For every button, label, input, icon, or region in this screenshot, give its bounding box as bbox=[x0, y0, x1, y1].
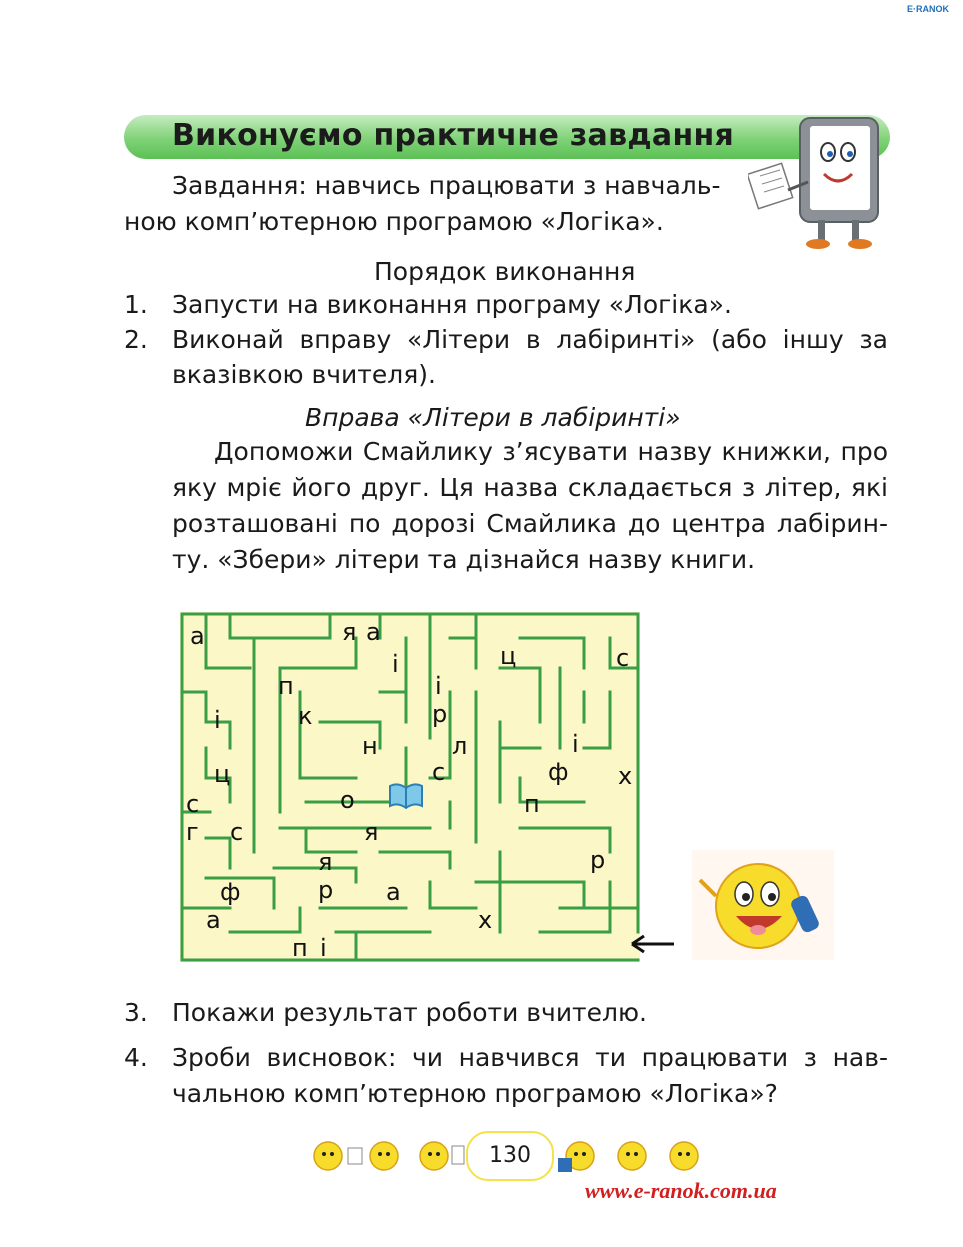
procedure-heading: Порядок виконання bbox=[374, 257, 636, 286]
maze-letter: р bbox=[590, 846, 606, 874]
task-line-2: ною комп’ютерною програмою «Логіка». bbox=[124, 207, 664, 236]
maze-letter: к bbox=[298, 702, 313, 730]
publisher-url[interactable]: www.e-ranok.com.ua bbox=[585, 1178, 777, 1203]
maze-letter: а bbox=[206, 906, 221, 934]
smiley-character-illustration bbox=[692, 850, 834, 960]
step-number: 2. bbox=[124, 325, 148, 354]
maze-letter: ф bbox=[548, 758, 569, 786]
maze-letter: а bbox=[190, 622, 205, 650]
maze-letter: а bbox=[386, 878, 401, 906]
maze-letter: с bbox=[432, 758, 446, 786]
page-number: 130 bbox=[466, 1131, 554, 1181]
maze-letter: а bbox=[366, 618, 381, 646]
maze-letter: я bbox=[318, 848, 333, 876]
step-text: Покажи результат роботи вчителю. bbox=[172, 998, 647, 1027]
maze-letter: п bbox=[278, 672, 294, 700]
maze-letter: і bbox=[572, 730, 579, 758]
section-title: Виконуємо практичне завдання bbox=[172, 118, 735, 153]
step-text: Зроби висновок: чи навчився ти працювати з нав- bbox=[172, 1043, 888, 1072]
maze-letter: ц bbox=[500, 642, 517, 670]
step-text: Запусти на виконання програму «Логіка». bbox=[172, 290, 732, 319]
maze-letter: я bbox=[364, 818, 379, 846]
maze-letter: і bbox=[214, 706, 221, 734]
publisher-logo: E·RANOK bbox=[907, 4, 949, 14]
arrow-left-icon bbox=[628, 932, 678, 956]
maze-letter: с bbox=[616, 644, 630, 672]
step-text: вказівкою вчителя). bbox=[172, 360, 436, 389]
maze-letter: р bbox=[318, 876, 334, 904]
step-text: чальною комп’ютерною програмою «Логіка»? bbox=[172, 1079, 778, 1108]
maze-letter: і bbox=[435, 672, 442, 700]
maze-letter: г bbox=[186, 818, 199, 846]
step-text: Виконай вправу «Літери в лабіринті» (або іншу за bbox=[172, 325, 888, 354]
maze-letter: п bbox=[524, 790, 540, 818]
maze-letter: р bbox=[432, 700, 448, 728]
exercise-line: розташовані по дорозі Смайлика до центра лабірин- bbox=[172, 509, 888, 538]
maze-letter: ф bbox=[220, 878, 241, 906]
maze-letter: і bbox=[392, 650, 399, 678]
maze bbox=[180, 612, 640, 962]
step-number: 3. bbox=[124, 998, 148, 1027]
task-line-1: Завдання: навчись працювати з навчаль- bbox=[172, 171, 721, 200]
footer-smileys-right bbox=[556, 1136, 706, 1176]
maze-letter: п bbox=[292, 934, 308, 962]
maze-letter: і bbox=[320, 934, 327, 962]
exercise-line: ту. «Збери» літери та дізнайся назву книги. bbox=[172, 545, 756, 574]
maze-letter: х bbox=[618, 762, 633, 790]
exercise-title: Вправа «Літери в лабіринті» bbox=[305, 403, 681, 432]
maze-letter: х bbox=[478, 906, 493, 934]
step-number: 1. bbox=[124, 290, 148, 319]
maze-letter: с bbox=[230, 818, 244, 846]
exercise-line: яку мріє його друг. Ця назва складається з літер, які bbox=[172, 473, 888, 502]
maze-letter: л bbox=[452, 732, 468, 760]
maze-letter: о bbox=[340, 786, 355, 814]
maze-letter: я bbox=[342, 618, 357, 646]
step-number: 4. bbox=[124, 1043, 148, 1072]
exercise-line: Допоможи Смайлику з’ясувати назву книжки, про bbox=[214, 437, 888, 466]
maze-letter: ц bbox=[214, 760, 231, 788]
book-icon bbox=[386, 782, 426, 810]
footer-smileys-left bbox=[308, 1136, 468, 1176]
maze-letter: н bbox=[362, 732, 378, 760]
tablet-character-illustration bbox=[748, 112, 898, 254]
maze-letter: с bbox=[186, 790, 200, 818]
